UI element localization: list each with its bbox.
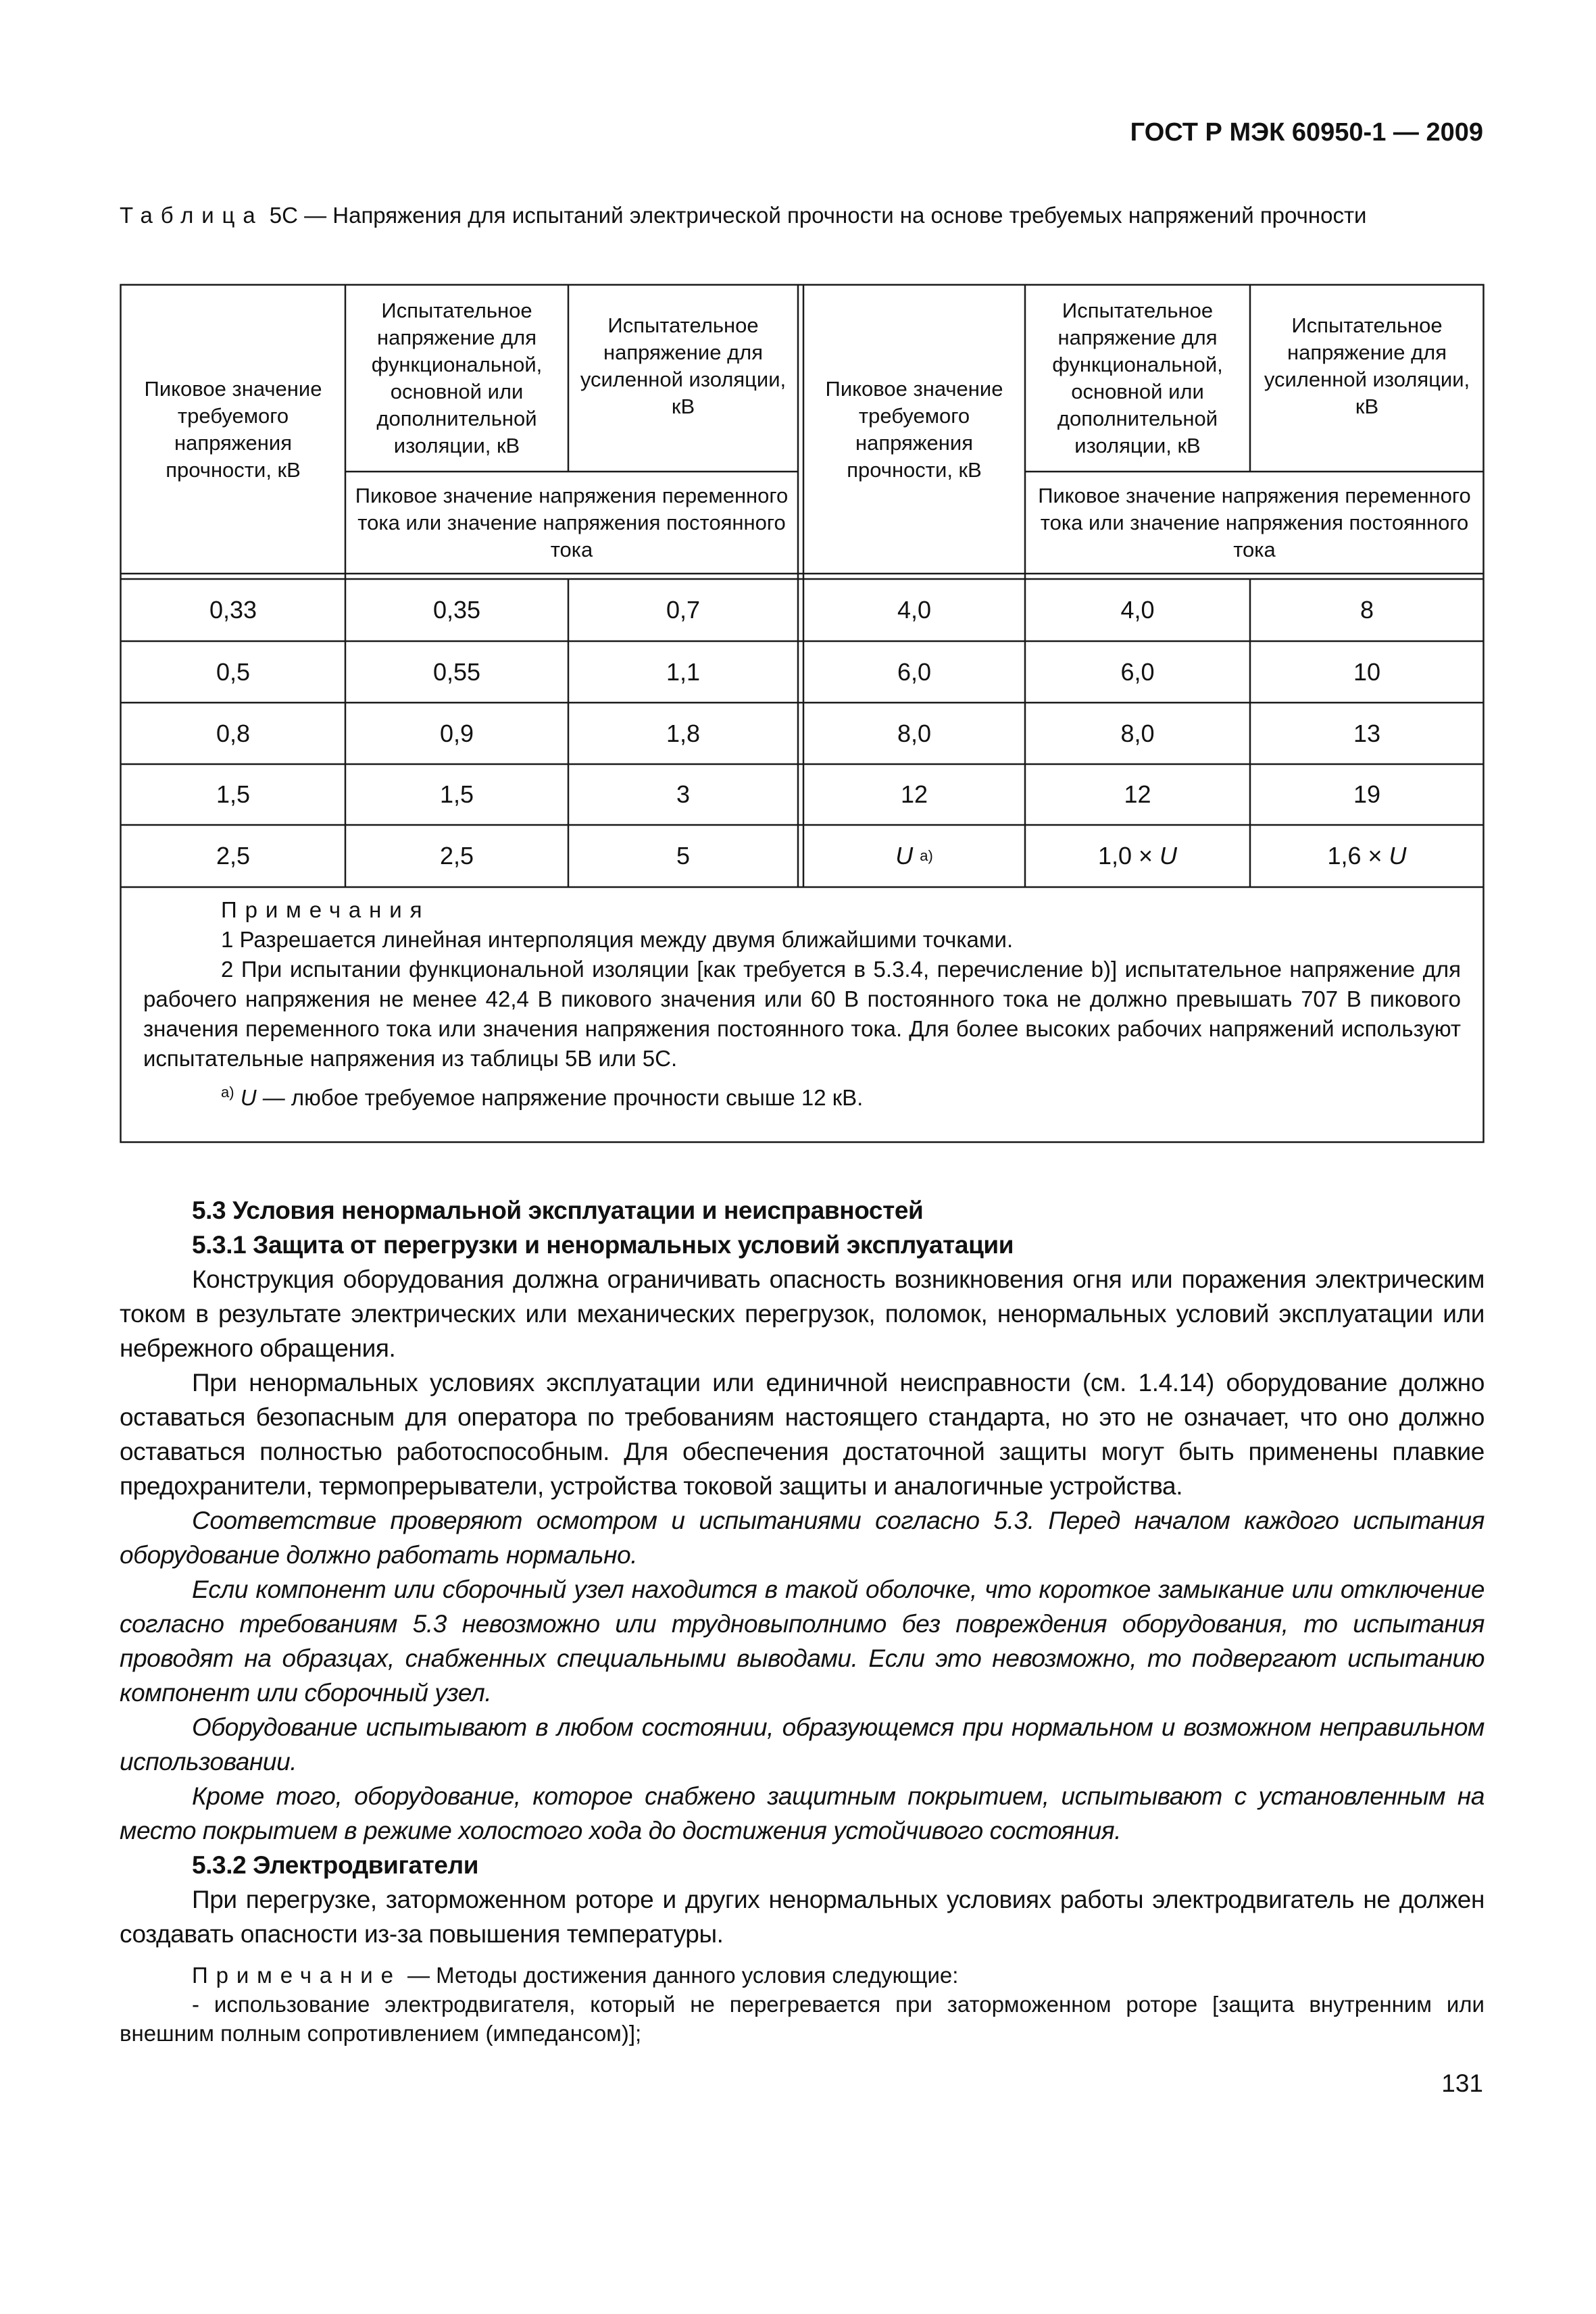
table-cell: 0,7 — [666, 596, 701, 624]
note-line — [120, 1961, 1485, 1990]
table-caption-word: Таблица — [120, 203, 264, 228]
table-cell: 13 — [1353, 719, 1381, 747]
document-header: ГОСТ Р МЭК 60950-1 — 2009 — [1130, 118, 1483, 147]
note-2: 2 При испытании функциональной изоляции [как требуется в 5.3.4, перечисление b)] испытательное напряжение для рабочего напряжения не менее 42,4 В пикового значения или 60 В постоянного тока не должно превышать 707 В пикового значения переменного тока или значения напряжения постоянного тока. Для более высоких рабочих напряжений используют испытательные напряжения из таблицы 5В или 5С. — [143, 957, 1461, 1071]
table-cell: 19 — [1353, 780, 1381, 808]
table-cell: 12 — [900, 780, 928, 808]
paragraph: При перегрузке, заторможенном роторе и других ненормальных условиях работы электродвигатель не должен создавать опасности из-за повышения температуры. — [120, 1886, 1485, 1948]
table-cell-formula — [1025, 825, 1250, 887]
subheader-right: Пиковое значение напряжения переменного тока или значение напряжения постоянного тока — [1038, 483, 1471, 561]
paragraph-italic: Соответствие проверяют осмотром и испытаниями согласно 5.3. Перед началом каждого испытания оборудование должно работать нормально. — [120, 1507, 1485, 1569]
section-heading-5-3: 5.3 Условия ненормальной эксплуатации и неисправностей — [192, 1197, 924, 1224]
table-cell: 5 — [676, 842, 691, 870]
table-cell: 8,0 — [897, 719, 932, 747]
note-word: Примечание — [192, 1963, 401, 1988]
table-cell: 6,0 — [897, 657, 932, 686]
table-cell: 0,5 — [216, 657, 251, 686]
paragraph: При ненормальных условиях эксплуатации или единичной неисправности (см. 1.4.14) оборудование должно оставаться безопасным для оператора по требованиям настоящего стандарта, но это не означает, что оно должно оставаться полностью работоспособным. Для обеспечения достаточной защиты могут быть применены плавкие предохранители, термопрерыватели, устройства токовой защиты и аналогичные устройства. — [120, 1369, 1485, 1500]
table-cell: 0,33 — [209, 596, 257, 624]
notes-title: Примечания — [221, 897, 430, 922]
table-cell: 0,35 — [432, 596, 481, 624]
table-cell: 1,8 — [666, 719, 701, 747]
table-cell: 0,55 — [432, 657, 481, 686]
table-cell: 2,5 — [439, 842, 474, 870]
subheader-left: Пиковое значение напряжения переменного тока или значение напряжения постоянного тока — [355, 483, 789, 561]
footnote-variable: U — [240, 1085, 257, 1110]
table-cell: 0,9 — [439, 719, 474, 747]
table-notes — [143, 895, 1461, 1113]
variable-u: U — [1389, 842, 1407, 870]
col-header-3: Испытательное напряжение для усиленной изоляции, кВ — [580, 313, 787, 418]
variable-u: U — [895, 842, 914, 870]
page-number: 131 — [1441, 2069, 1483, 2097]
table-cell: 2,5 — [216, 842, 251, 870]
col-header-1: Пиковое значение требуемого напряжения прочности, кВ — [144, 376, 322, 482]
table-cell-formula — [1250, 825, 1484, 887]
list-item: - использование электродвигателя, который не перегревается при заторможенном роторе [защита внутренним или внешним полным сопротивлением (импедансом)]; — [120, 1992, 1485, 2046]
section-heading-5-3-2: 5.3.2 Электродвигатели — [192, 1851, 479, 1879]
table-cell: 1,5 — [439, 780, 474, 808]
section-heading-5-3-1: 5.3.1 Защита от перегрузки и ненормальных условий эксплуатации — [192, 1231, 1014, 1259]
table-caption — [120, 200, 1483, 231]
table-cell: 0,8 — [216, 719, 251, 747]
paragraph-italic: Если компонент или сборочный узел находится в такой оболочке, что короткое замыкание или отключение согласно требованиям 5.3 невозможно или трудновыполнимо без повреждения оборудования, то испытания проводят на образцах, снабженных специальными выводами. Если это невозможно, то подвергают испытанию компонент или сборочный узел. — [120, 1576, 1485, 1707]
voltage-table — [120, 284, 1485, 1143]
variable-u: U — [1159, 842, 1178, 870]
table-cell: 12 — [1124, 780, 1151, 808]
footnote-text: — любое требуемое напряжение прочности свыше 12 кВ. — [256, 1085, 864, 1110]
table-cell: 4,0 — [1120, 596, 1155, 624]
footnote-a — [143, 1083, 1461, 1113]
footnote-mark: а) — [221, 1084, 234, 1101]
multiplier: 1,6 × — [1327, 842, 1389, 870]
multiplier: 1,0 × — [1097, 842, 1160, 870]
table-cell: 4,0 — [897, 596, 932, 624]
table-cell: 1,1 — [666, 657, 701, 686]
table-cell: 8,0 — [1120, 719, 1155, 747]
col-header-6: Испытательное напряжение для усиленной изоляции, кВ — [1264, 313, 1470, 418]
paragraph-italic: Кроме того, оборудование, которое снабжено защитным покрытием, испытывают с установленным на место покрытием в режиме холостого хода до достижения устойчивого состояния. — [120, 1782, 1485, 1844]
paragraph: Конструкция оборудования должна ограничивать опасность возникновения огня или поражения электрическим током в результате электрических или механических перегрузок, поломок, ненормальных условий эксплуатации или небрежного обращения. — [120, 1265, 1485, 1362]
table-cell: 10 — [1353, 657, 1381, 686]
body-text — [120, 1193, 1485, 2048]
table-cell: 6,0 — [1120, 657, 1155, 686]
table-cell-formula: U а) — [895, 842, 933, 870]
table-caption-text: 5С — Напряжения для испытаний электрической прочности на основе требуемых напряжений прочности — [269, 203, 1367, 228]
col-header-2: Испытательное напряжение для функциональной, основной или дополнительной изоляции, кВ — [371, 299, 543, 457]
col-header-5: Испытательное напряжение для функциональной, основной или дополнительной изоляции, кВ — [1052, 299, 1223, 457]
col-header-4: Пиковое значение требуемого напряжения прочности, кВ — [825, 376, 1003, 482]
table-cell: 3 — [676, 780, 691, 808]
note-text: — Методы достижения данного условия следующие: — [401, 1963, 959, 1988]
table-cell: 8 — [1360, 596, 1374, 624]
note-1: 1 Разрешается линейная интерполяция между двумя ближайшими точками. — [221, 927, 1014, 952]
paragraph-italic: Оборудование испытывают в любом состоянии, образующемся при нормальном и возможном неправильном использовании. — [120, 1713, 1485, 1776]
table-cell: 1,5 — [216, 780, 251, 808]
